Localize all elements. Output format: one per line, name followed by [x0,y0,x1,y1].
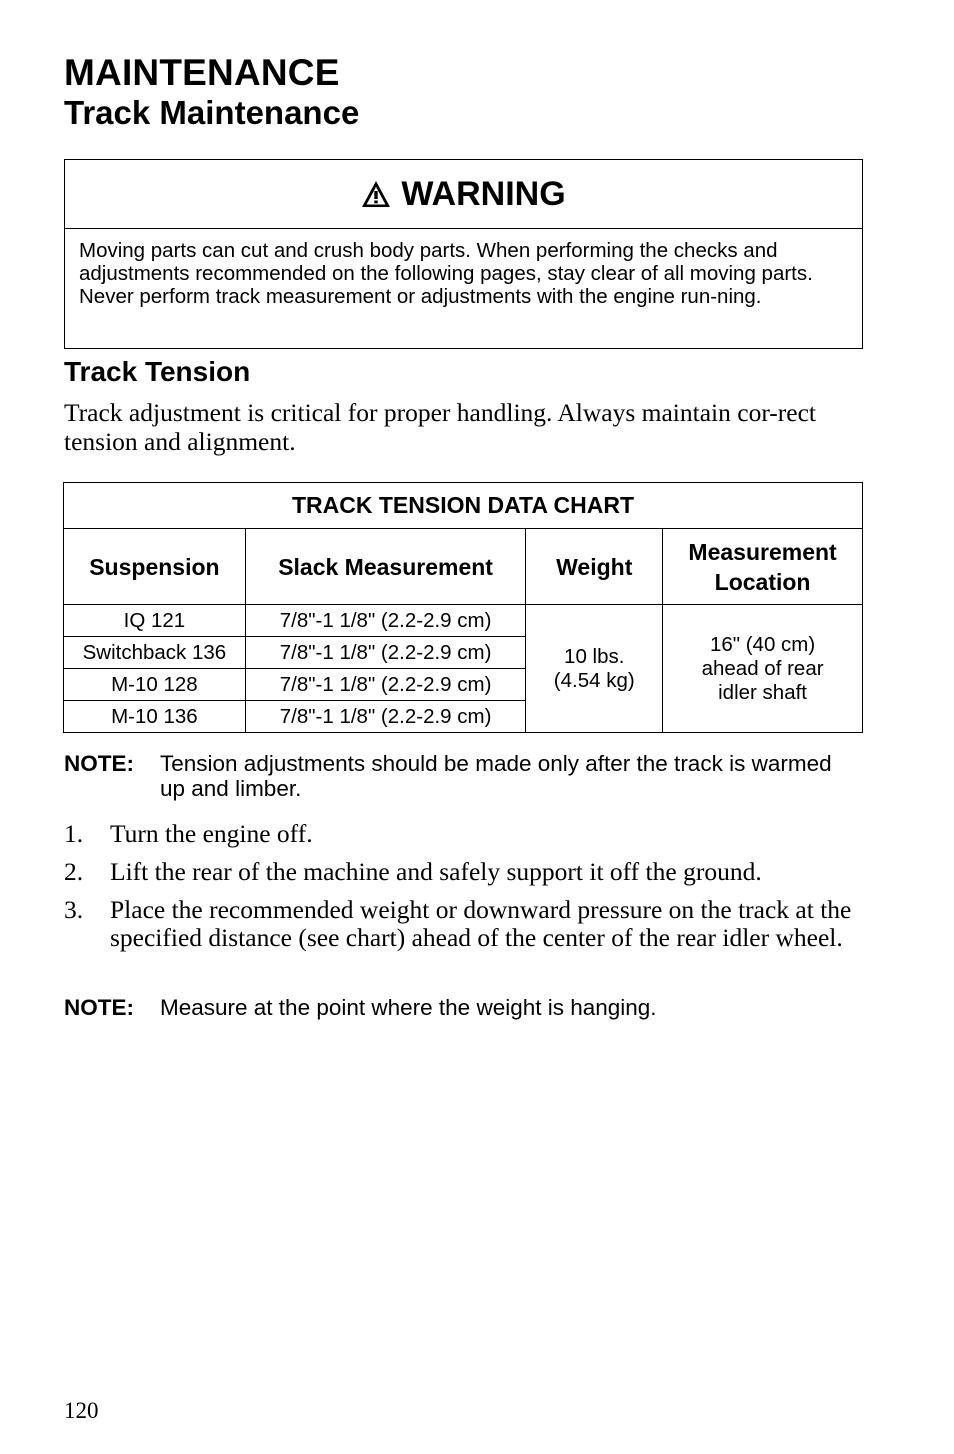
chart-title: TRACK TENSION DATA CHART [64,483,863,529]
step-number: 1. [64,819,84,848]
note-measure [64,995,844,1020]
step-text: Place the recommended weight or downward pressure on the track at the specified distance (see chart) ahead of the center of the rear idler wheel. [110,895,852,952]
warning-text: Moving parts can cut and crush body parts. When performing the checks and adjustments recommended on the following pages, stay clear of all moving parts. Never perform track measurement or adjustments with the engine run-ning. [79,239,813,308]
weight-lbs: 10 lbs. [564,644,625,668]
weight-kg: (4.54 kg) [553,668,635,692]
slack-cell: 7/8"-1 1/8" (2.2-2.9 cm) [245,605,526,637]
suspension-cell: M-10 128 [64,669,246,701]
warning-box [64,159,863,349]
header-slack-measurement: Slack Measurement [245,529,526,605]
section-title: MAINTENANCE [64,52,340,93]
suspension-cell: Switchback 136 [64,637,246,669]
warning-title: WARNING [401,174,566,213]
note-text: Measure at the point where the weight is hanging. [160,995,657,1020]
slack-cell: 7/8"-1 1/8" (2.2-2.9 cm) [245,669,526,701]
step-number: 2. [64,857,84,886]
track-tension-data-chart [63,482,863,733]
header-measurement-location: Measurement Location [663,529,863,605]
page-number: 120 [64,1398,99,1423]
subsection-title: Track Maintenance [64,94,360,131]
track-tension-heading: Track Tension [64,356,251,387]
note-text: Tension adjustments should be made only after the track is warmed up and limber. [160,751,832,801]
track-tension-intro: Track adjustment is critical for proper handling. Always maintain cor-rect tension and alignment. [64,398,817,456]
procedure-steps [64,820,864,962]
header-weight: Weight [526,529,663,605]
warning-header [65,160,862,229]
table-row [64,605,863,637]
list-item [64,858,864,886]
location-line-2: ahead of rear [701,656,824,680]
list-item [64,896,864,952]
header-suspension: Suspension [64,529,246,605]
slack-cell: 7/8"-1 1/8" (2.2-2.9 cm) [245,637,526,669]
note-label: NOTE: [64,995,134,1020]
weight-cell [526,605,663,733]
suspension-cell: M-10 136 [64,701,246,733]
step-number: 3. [64,895,84,924]
warning-triangle-icon [361,180,391,208]
note-tension [64,751,844,801]
slack-cell: 7/8"-1 1/8" (2.2-2.9 cm) [245,701,526,733]
chart-header-row [64,529,863,605]
location-line-1: 16" (40 cm) [709,632,816,656]
location-cell [663,605,863,733]
note-label: NOTE: [64,751,134,776]
suspension-cell: IQ 121 [64,605,246,637]
location-line-3: idler shaft [718,680,808,704]
list-item [64,820,864,848]
step-text: Turn the engine off. [110,819,313,848]
step-text: Lift the rear of the machine and safely support it off the ground. [110,857,762,886]
